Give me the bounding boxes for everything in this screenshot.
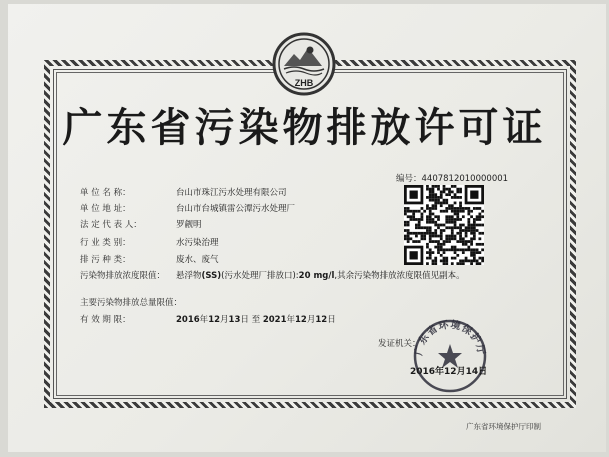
license-number: [396, 172, 508, 184]
field-value-pollutant-types: 废水、废气: [176, 255, 219, 265]
field-label-total-limit: 主要污染物排放总量限值：: [80, 298, 183, 308]
issue-date: 2016年12月14日: [410, 367, 488, 377]
field-value-validity: 2016年12月13日 至 2021年12月12日: [176, 315, 336, 325]
certificate-title: 广东省污染物排放许可证: [62, 104, 547, 151]
field-value-limit: 悬浮物(SS)(污水处理厂排放口):20 mg/l,其余污染物排放浓度限值见副本。: [176, 271, 465, 281]
license-number-label: 编号：: [396, 174, 422, 184]
zhb-emblem-icon: [272, 32, 336, 96]
field-value-name: 台山市珠江污水处理有限公司: [176, 188, 287, 198]
field-label-address: 单 位 地 址：: [80, 204, 131, 214]
field-value-address: 台山市台城镇雷公潭污水处理厂: [176, 204, 296, 214]
official-stamp-icon: [412, 318, 488, 394]
field-value-industry: 水污染治理: [176, 238, 219, 248]
field-label-validity: 有 效 期 限：: [80, 315, 131, 325]
field-label-pollutant-types: 排 污 种 类：: [80, 255, 131, 265]
printer-credit: 广东省环境保护厅印制: [466, 422, 541, 431]
field-label-limit: 污染物排放浓度限值：: [80, 271, 166, 281]
svg-text:广东省环境保护厅: 广东省环境保护厅: [413, 319, 487, 357]
field-label-legal-rep: 法 定 代 表 人：: [80, 220, 142, 230]
field-label-industry: 行 业 类 别：: [80, 238, 131, 248]
emblem-text: ZHB: [294, 78, 314, 88]
license-number-value: 4407812010000001: [421, 174, 509, 184]
field-label-name: 单 位 名 称：: [80, 188, 131, 198]
issuer-label: 发证机关：: [378, 339, 421, 349]
field-value-legal-rep: 罗觎明: [176, 220, 202, 230]
qr-code-icon: [404, 185, 484, 265]
